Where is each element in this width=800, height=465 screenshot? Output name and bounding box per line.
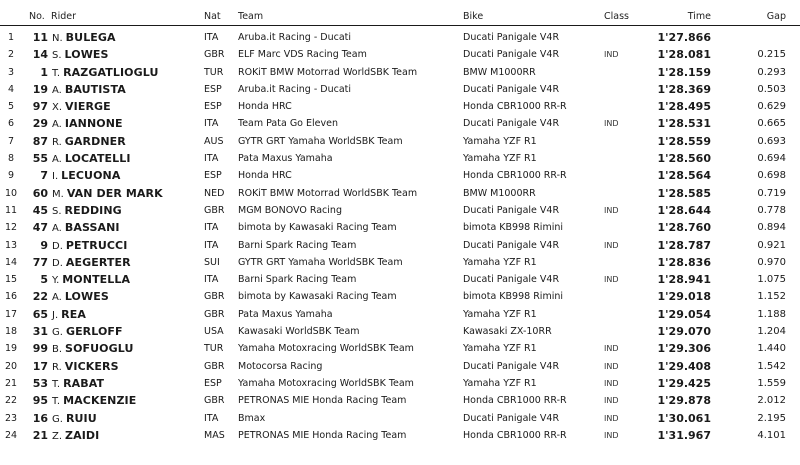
rider-initial: A. [52,292,62,304]
table-header [0,11,800,25]
team: MGM BONOVO Racing [238,204,342,216]
rider-name [52,358,119,376]
gap: 1.075 [757,274,786,286]
rider-initial: T. [52,378,61,390]
lap-time: 1'29.054 [657,307,711,321]
rider-surname: MACKENZIE [63,394,137,408]
rider-name [52,254,131,272]
rider-surname: VAN DER MARK [66,186,163,200]
lap-time: 1'29.306 [657,342,711,356]
nationality: GBR [204,360,225,372]
nationality: ITA [204,222,219,234]
rider-number: 53 [32,376,48,390]
rider-surname: REDDING [64,203,122,217]
team: Pata Maxus Yamaha [238,308,333,320]
nationality: GBR [204,308,225,320]
rider-name [52,306,86,324]
rider-name [52,237,127,255]
rider-number: 21 [32,428,48,442]
rider-name [52,288,109,306]
rider-name [52,64,159,82]
rider-number: 45 [32,203,48,217]
gap: 0.698 [757,170,786,182]
gap: 0.665 [757,118,786,130]
rider-surname: LECUONA [61,169,121,183]
lap-time: 1'29.425 [657,376,711,390]
table-row [0,375,800,392]
rider-name [52,81,126,99]
header-nat: Nat [204,11,221,22]
rider-surname: GERLOFF [65,325,123,339]
rider-name [52,167,120,185]
lap-time: 1'28.644 [657,203,711,217]
team: PETRONAS MIE Honda Racing Team [238,395,407,407]
rider-name [52,392,136,410]
position: 15 [4,274,18,286]
rider-name [52,340,134,358]
rider-surname: VICKERS [64,359,119,373]
rider-initial: N. [52,33,63,44]
rider-name [52,202,122,220]
rider-initial: D. [52,240,63,252]
rider-surname: IANNONE [64,117,123,131]
bike: Honda CBR1000 RR-R [463,395,567,407]
nationality: ITA [204,274,219,286]
lap-time: 1'28.081 [657,48,711,62]
rider-number: 19 [32,82,48,96]
rider-name [52,46,109,64]
table-row [0,288,800,305]
nationality: GBR [204,395,225,407]
team: Barni Spark Racing Team [238,239,357,251]
lap-time: 1'28.369 [657,82,711,96]
table-row [0,64,800,81]
rider-initial: S. [52,205,62,217]
table-row [0,167,800,184]
position: 20 [4,360,18,372]
lap-time: 1'28.836 [657,255,711,269]
position: 16 [4,291,18,303]
nationality: TUR [204,66,224,78]
rider-number: 5 [40,273,48,287]
rider-surname: RUIU [65,411,97,425]
gap: 0.921 [757,239,786,251]
position: 8 [7,153,15,165]
gap: 2.012 [757,395,786,407]
bike: BMW M1000RR [463,187,536,199]
rider-initial: A. [52,84,62,96]
rider-name [52,410,97,428]
gap: 1.204 [757,326,786,338]
rider-surname: PETRUCCI [65,238,128,252]
bike: Ducati Panigale V4R [463,32,560,43]
table-row [0,98,800,115]
rider-number: 77 [32,255,48,269]
rider-name [52,98,111,116]
header-team: Team [238,11,264,22]
table-row [0,185,800,202]
rider-number: 16 [32,411,48,425]
team: ROKiT BMW Motorrad WorldSBK Team [238,187,418,199]
rider-initial: T. [52,67,61,79]
team: GYTR GRT Yamaha WorldSBK Team [238,256,403,268]
lap-time: 1'30.061 [657,411,711,425]
rider-initial: X. [52,102,63,114]
team: Honda HRC [238,101,292,113]
rider-surname: LOCATELLI [64,152,131,166]
team: Honda HRC [238,170,292,182]
rider-initial: R. [52,361,62,373]
class-badge: IND [604,413,619,423]
rider-number: 11 [32,31,48,44]
bike: Yamaha YZF R1 [463,308,537,320]
table-body [0,29,800,444]
nationality: AUS [204,135,224,147]
nationality: USA [204,326,224,338]
nationality: GBR [204,204,225,216]
header-time: Time [687,11,711,22]
rider-initial: A. [52,154,62,166]
team: PETRONAS MIE Honda Racing Team [238,429,407,441]
lap-time: 1'29.408 [657,359,711,373]
rider-initial: S. [52,50,62,62]
team: ROKiT BMW Motorrad WorldSBK Team [238,66,418,78]
nationality: ITA [204,118,219,130]
header-gap: Gap [766,11,786,22]
header-no: No. [29,11,45,22]
rider-initial: G. [52,327,63,339]
bike: bimota KB998 Rimini [463,291,563,303]
bike: Ducati Panigale V4R [463,204,560,216]
table-row [0,150,800,167]
rider-surname: SOFUOGLU [65,342,134,356]
table-row [0,219,800,236]
nationality: ESP [204,101,222,113]
bike: Ducati Panigale V4R [463,49,560,61]
rider-initial: G. [52,413,63,425]
rider-surname: AEGERTER [65,255,131,269]
table-row [0,427,800,444]
gap: 4.101 [757,429,786,441]
gap: 1.440 [757,343,786,355]
rider-number: 14 [32,48,48,62]
rider-initial: Z. [52,430,63,442]
bike: Yamaha YZF R1 [463,377,537,389]
nationality: ESP [204,170,222,182]
bike: Ducati Panigale V4R [463,83,560,95]
rider-name [52,150,131,168]
rider-surname: LOWES [64,290,109,304]
position: 10 [4,187,18,199]
position: 21 [4,377,18,389]
nationality: TUR [204,343,224,355]
rider-number: 97 [32,100,48,114]
nationality: ITA [204,412,219,424]
position: 14 [4,256,18,268]
rider-number: 99 [32,342,48,356]
table-row [0,202,800,219]
gap: 1.542 [757,360,786,372]
lap-time: 1'28.564 [657,169,711,183]
lap-time: 1'29.070 [657,325,711,339]
lap-time: 1'28.787 [657,238,711,252]
rider-name [52,427,99,445]
rider-number: 17 [32,359,48,373]
rider-name [52,29,116,47]
class-badge: IND [604,275,619,285]
header-class: Class [604,11,629,22]
gap: 1.152 [757,291,786,303]
table-row [0,340,800,357]
rider-name [52,133,126,151]
rider-name [52,219,120,237]
bike: Honda CBR1000 RR-R [463,101,567,113]
rider-number: 87 [32,134,48,148]
lap-time: 1'28.585 [657,186,711,200]
position: 17 [4,308,18,320]
nationality: NED [204,187,225,199]
rider-initial: R. [52,136,62,148]
class-badge: IND [604,396,619,406]
rider-number: 60 [32,186,48,200]
nationality: GBR [204,291,225,303]
table-row [0,46,800,63]
rider-number: 31 [32,325,48,339]
table-row [0,133,800,150]
rider-name [52,185,163,203]
nationality: ITA [204,239,219,251]
nationality: ITA [204,32,219,43]
bike: Ducati Panigale V4R [463,360,560,372]
rider-initial: A. [52,119,62,131]
team: Aruba.it Racing - Ducati [238,32,352,43]
class-badge: IND [604,205,619,215]
table-row [0,410,800,427]
team: Kawasaki WorldSBK Team [238,326,360,338]
gap: 0.629 [757,101,786,113]
team: Team Pata Go Eleven [238,118,338,130]
bike: Yamaha YZF R1 [463,153,537,165]
lap-time: 1'29.018 [657,290,711,304]
header-bike: Bike [463,11,484,22]
rider-name [52,323,123,341]
bike: bimota KB998 Rimini [463,222,563,234]
team: Aruba.it Racing - Ducati [238,83,352,95]
lap-time: 1'28.159 [657,65,711,79]
lap-time: 1'29.878 [657,394,711,408]
lap-time: 1'27.866 [657,31,711,44]
class-badge: IND [604,119,619,129]
position: 13 [4,239,18,251]
rider-surname: ZAIDI [65,428,100,442]
bike: Honda CBR1000 RR-R [463,429,567,441]
rider-initial: D. [52,257,63,269]
team: GYTR GRT Yamaha WorldSBK Team [238,135,403,147]
lap-time: 1'31.967 [657,428,711,442]
rider-initial: I. [52,171,59,183]
rider-initial: J. [52,309,59,321]
rider-surname: LOWES [64,48,109,62]
class-badge: IND [604,240,619,250]
rider-initial: T. [52,396,61,408]
gap: 0.293 [757,66,786,78]
position: 9 [7,170,15,182]
table-row [0,29,800,46]
team: bimota by Kawasaki Racing Team [238,222,397,234]
rider-name [52,115,123,133]
rider-number: 95 [32,394,48,408]
position: 22 [4,395,18,407]
team: Motocorsa Racing [238,360,323,372]
header-divider [0,25,800,26]
position: 24 [4,429,18,441]
lap-time: 1'28.760 [657,221,711,235]
rider-surname: REA [61,307,86,321]
bike: BMW M1000RR [463,66,536,78]
class-badge: IND [604,430,619,440]
nationality: GBR [204,49,225,61]
rider-initial: B. [52,344,63,356]
rider-surname: BASSANI [64,221,120,235]
rider-surname: VIERGE [65,100,111,114]
gap: 0.503 [757,83,786,95]
bike: Ducati Panigale V4R [463,274,560,286]
nationality: SUI [204,256,220,268]
position: 3 [7,66,15,78]
rider-initial: M. [52,188,64,200]
rider-surname: RABAT [63,376,105,390]
lap-time: 1'28.560 [657,152,711,166]
team: Barni Spark Racing Team [238,274,357,286]
rider-number: 22 [32,290,48,304]
bike: Ducati Panigale V4R [463,118,560,130]
position: 5 [7,101,15,113]
gap: 2.195 [757,412,786,424]
table-row [0,392,800,409]
rider-number: 55 [32,152,48,166]
lap-time: 1'28.559 [657,134,711,148]
lap-time: 1'28.531 [657,117,711,131]
table-row [0,115,800,132]
position: 4 [7,83,15,95]
position: 6 [7,118,15,130]
team: Pata Maxus Yamaha [238,153,333,165]
bike: Honda CBR1000 RR-R [463,170,567,182]
lap-time: 1'28.495 [657,100,711,114]
position: 1 [7,32,15,43]
team: Yamaha Motoxracing WorldSBK Team [238,343,414,355]
rider-surname: BAUTISTA [64,82,126,96]
gap: 0.215 [757,49,786,61]
table-row [0,237,800,254]
class-badge: IND [604,361,619,371]
table-row [0,81,800,98]
nationality: ESP [204,377,222,389]
position: 18 [4,326,18,338]
rider-surname: BULEGA [65,31,116,44]
nationality: MAS [204,429,225,441]
rider-number: 9 [40,238,48,252]
table-row [0,358,800,375]
rider-number: 29 [32,117,48,131]
table-row [0,323,800,340]
bike: Kawasaki ZX-10RR [463,326,552,338]
bike: Ducati Panigale V4R [463,239,560,251]
nationality: ESP [204,83,222,95]
gap: 0.693 [757,135,786,147]
rider-surname: RAZGATLIOGLU [63,65,159,79]
class-badge: IND [604,344,619,354]
rider-surname: MONTELLA [62,273,131,287]
nationality: ITA [204,153,219,165]
gap: 1.188 [757,308,786,320]
bike: Yamaha YZF R1 [463,135,537,147]
rider-initial: Y. [52,275,60,287]
table-row [0,271,800,288]
position: 7 [7,135,15,147]
team: Bmax [238,412,266,424]
position: 2 [7,49,15,61]
gap: 0.970 [757,256,786,268]
table-row [0,254,800,271]
rider-number: 7 [40,169,48,183]
position: 23 [4,412,18,424]
rider-name [52,375,104,393]
gap: 0.778 [757,204,786,216]
class-badge: IND [604,378,619,388]
bike: Yamaha YZF R1 [463,256,537,268]
team: ELF Marc VDS Racing Team [238,49,367,61]
rider-number: 65 [32,307,48,321]
position: 12 [4,222,18,234]
lap-time: 1'28.941 [657,273,711,287]
gap: 1.559 [757,377,786,389]
position: 19 [4,343,18,355]
gap: 0.719 [757,187,786,199]
table-row [0,306,800,323]
team: bimota by Kawasaki Racing Team [238,291,397,303]
bike: Ducati Panigale V4R [463,412,560,424]
bike: Yamaha YZF R1 [463,343,537,355]
rider-number: 47 [32,221,48,235]
gap: 0.894 [757,222,786,234]
class-badge: IND [604,50,619,60]
rider-initial: A. [52,223,62,235]
rider-name [52,271,130,289]
header-rider: Rider [51,11,77,22]
gap: 0.694 [757,153,786,165]
team: Yamaha Motoxracing WorldSBK Team [238,377,414,389]
position: 11 [4,204,18,216]
rider-surname: GARDNER [64,134,126,148]
rider-number: 1 [40,65,48,79]
